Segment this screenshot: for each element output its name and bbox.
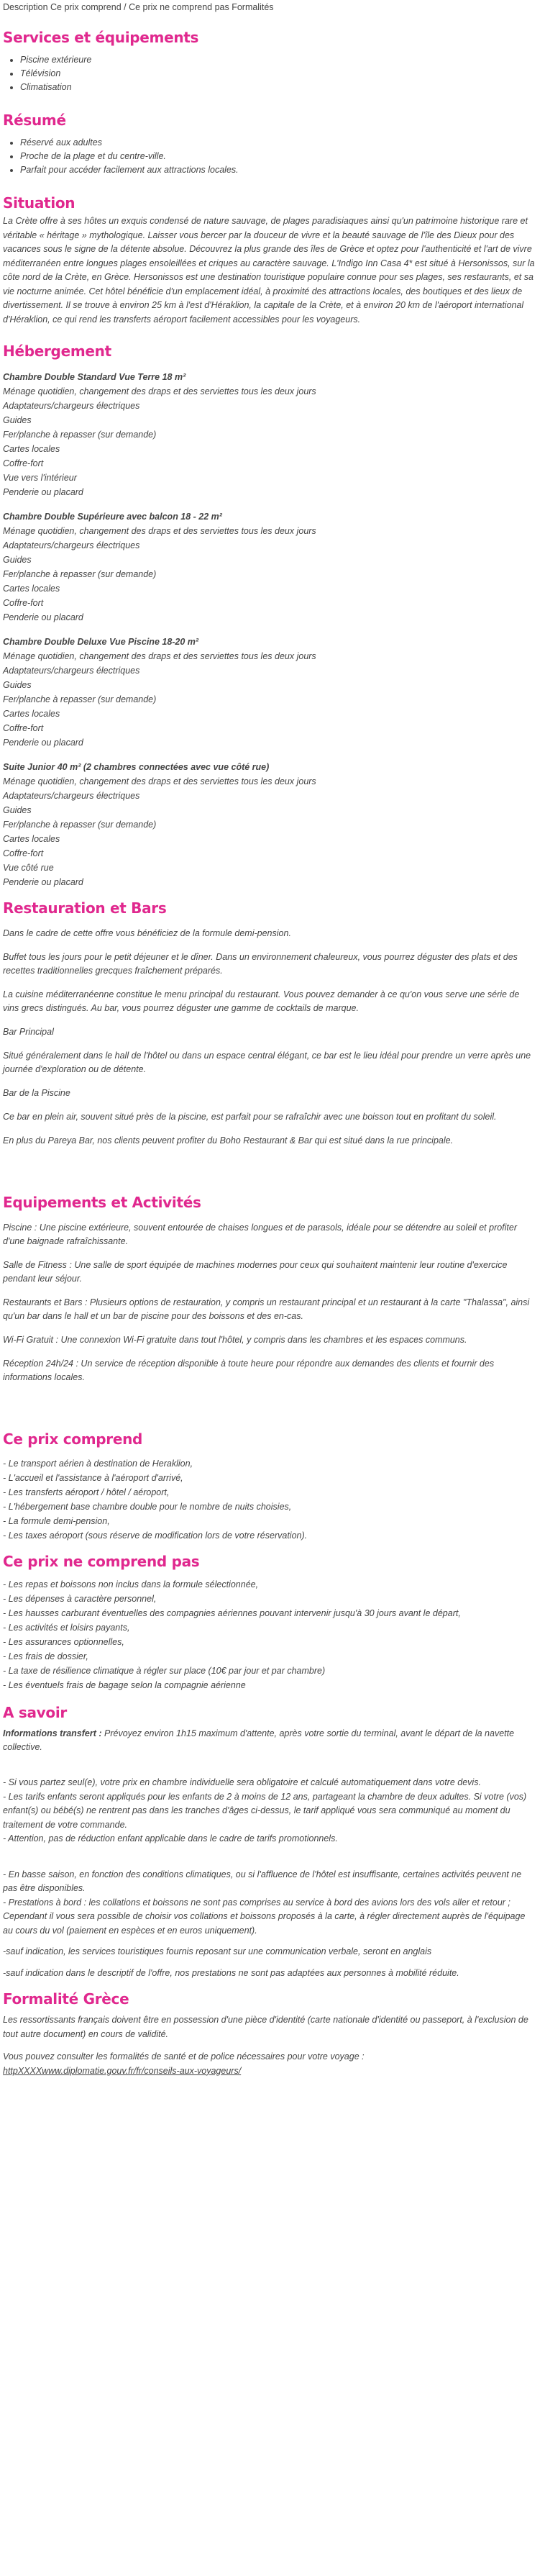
- room-title: Chambre Double Supérieure avec balcon 18 - 22 m²: [3, 512, 222, 522]
- restauration-paragraph: Ce bar en plein air, souvent situé près de la piscine, est parfait pour se rafraîchir avec une boisson tout en profitant du soleil.: [3, 1112, 497, 1122]
- resume-section: [3, 112, 536, 177]
- note-paragraph: -sauf indication dans le descriptif de l'offre, nos prestations ne sont pas adaptées aux personnes à mobilité réduite.: [3, 1967, 459, 1978]
- room-feature: Fer/planche à repasser (sur demande): [3, 430, 157, 440]
- room-feature: Coffre-fort: [3, 598, 44, 608]
- room-feature: Penderie ou placard: [3, 612, 83, 622]
- room-title: Chambre Double Deluxe Vue Piscine 18-20 m²: [3, 637, 199, 647]
- list-item: • Parfait pour accéder facilement aux attractions locales.: [20, 163, 536, 177]
- transfer-label: Informations transfert :: [3, 1728, 102, 1738]
- room-feature: Penderie ou placard: [3, 738, 83, 748]
- ne-comprend-list: [3, 1577, 536, 1692]
- list-item: - L'hébergement base chambre double pour le nombre de nuits choisies,: [3, 1502, 292, 1512]
- comprend-heading: Ce prix comprend: [3, 1430, 143, 1448]
- formalite-section: [3, 1990, 536, 2078]
- note-paragraph: - Prestations à bord : les collations et boissons ne sont pas comprises au service à bord des avions lors des vols aller et retour ; Cependant il vous sera possible de choisir vos collations et boissons proposés à la carte, à régler directement auprès de l'équipage au cours du vol (paiement en espèces et en euros uniquement).: [3, 1897, 526, 1936]
- list-item: - L'accueil et l'assistance à l'aéroport d'arrivé,: [3, 1473, 183, 1483]
- room-title: Chambre Double Standard Vue Terre 18 m²: [3, 372, 186, 382]
- room-feature: Coffre-fort: [3, 458, 44, 468]
- services-list: [3, 53, 536, 94]
- restauration-paragraph: En plus du Pareya Bar, nos clients peuvent profiter du Boho Restaurant & Bar qui est situé dans la rue principale.: [3, 1135, 454, 1146]
- ne-comprend-heading: Ce prix ne comprend pas: [3, 1553, 200, 1570]
- restauration-paragraph: Bar de la Piscine: [3, 1088, 70, 1098]
- room-suite-junior: [3, 760, 536, 889]
- situation-text: La Crète offre à ses hôtes un exquis condensé de nature sauvage, de plages paradisiaques ainsi qu'un patrimoine historique rare et véritable « héritage » mythologique. Laisser vous bercer par la douceur de vivre et la beauté sauvage de l'île des Dieux pour des vacances sous le signe de la détente absolue. Découvrez la plus grande des îles de Grèce et optez pour l'authenticité et l'art de vivre méditerranéen entre longues plages ensoleillées et criques au caractère sauvage. L'Indigo Inn Casa 4* est situé à Hersonissos, sur la côte nord de la Crète, en Grèce. Hersonissos est une destination touristique populaire connue pour ses plages, ses restaurants, et sa vie nocturne animée. Cet hôtel bénéficie d'un emplacement idéal, à proximité des attractions locales, des boutiques et des lieux de divertissement. Il se trouve à environ 25 km à l'est d'Héraklion, la capitale de la Crète, et à environ 20 km de l'aéroport international d'Héraklion, ce qui rend les transferts aéroport facilement accessibles pour les voyageurs.: [3, 216, 535, 325]
- transfer-info: [3, 1727, 536, 1754]
- room-feature: Ménage quotidien, changement des draps et des serviettes tous les deux jours: [3, 526, 316, 536]
- list-item: - Les taxes aéroport (sous réserve de modification lors de votre réservation).: [3, 1530, 308, 1541]
- room-feature: Penderie ou placard: [3, 487, 83, 497]
- room-feature: Cartes locales: [3, 709, 60, 719]
- room-feature: Coffre-fort: [3, 848, 44, 858]
- room-feature: Ménage quotidien, changement des draps et des serviettes tous les deux jours: [3, 776, 316, 786]
- equipements-paragraph: Wi-Fi Gratuit : Une connexion Wi-Fi gratuite dans tout l'hôtel, y compris dans les chambres et les espaces communs.: [3, 1335, 467, 1345]
- restauration-paragraph: Dans le cadre de cette offre vous bénéficiez de la formule demi-pension.: [3, 928, 291, 938]
- equipements-heading: Equipements et Activités: [3, 1194, 201, 1211]
- room-feature: Fer/planche à repasser (sur demande): [3, 694, 157, 704]
- room-feature: Vue côté rue: [3, 863, 54, 873]
- list-item: • Climatisation: [20, 81, 536, 94]
- equipements-paragraph: Restaurants et Bars : Plusieurs options de restauration, y compris un restaurant principal et un restaurant à la carte "Thalassa", ainsi qu'un bar dans le hall et un bar de piscine pour des boissons et des en-cas.: [3, 1297, 530, 1321]
- list-item: - Les activités et loisirs payants,: [3, 1623, 130, 1633]
- services-heading: Services et équipements: [3, 29, 199, 46]
- room-feature: Adaptateurs/chargeurs électriques: [3, 540, 140, 550]
- transfer-text: Prévoyez environ 1h15 maximum d'attente, après votre sortie du terminal, avant le départ de la navette collective.: [3, 1728, 515, 1752]
- room-feature: Penderie ou placard: [3, 877, 83, 887]
- note-paragraph: - Si vous partez seul(e), votre prix en chambre individuelle sera obligatoire et calculé automatiquement dans votre devis.: [3, 1777, 481, 1787]
- page-content: [3, 1, 536, 2078]
- room-deluxe: [3, 635, 536, 750]
- list-item: • Réservé aux adultes: [20, 136, 536, 150]
- restauration-paragraph: Bar Principal: [3, 1027, 54, 1037]
- spacer: [3, 1394, 536, 1428]
- list-item: - La formule demi-pension,: [3, 1516, 110, 1526]
- list-item: • Piscine extérieure: [20, 53, 536, 67]
- comprend-section: [3, 1430, 536, 1543]
- equipements-paragraph: Salle de Fitness : Une salle de sport équipée de machines modernes pour ceux qui souhaitent maintenir leur routine d'exercice pendant leur séjour.: [3, 1260, 508, 1284]
- equipements-paragraph: Piscine : Une piscine extérieure, souvent entourée de chaises longues et de parasols, idéale pour se détendre au soleil et profiter d'une baignade rafraîchissante.: [3, 1223, 518, 1246]
- room-feature: Cartes locales: [3, 584, 60, 594]
- equipements-section: [3, 1194, 536, 1384]
- list-item: - Les éventuels frais de bagage selon la compagnie aérienne: [3, 1680, 246, 1690]
- list-item: - Les dépenses à caractère personnel,: [3, 1594, 157, 1604]
- equipements-paragraph: Réception 24h/24 : Un service de réception disponible à toute heure pour répondre aux demandes des clients et fournir des informations locales.: [3, 1359, 495, 1382]
- note-paragraph: -sauf indication, les services touristiques fournis reposant sur une communication verbale, seront en anglais: [3, 1946, 432, 1956]
- comprend-list: [3, 1456, 536, 1543]
- room-standard: [3, 370, 536, 499]
- room-feature: Vue vers l'intérieur: [3, 473, 77, 483]
- services-section: [3, 29, 536, 94]
- situation-section: [3, 194, 536, 327]
- room-feature: Cartes locales: [3, 834, 60, 844]
- room-feature: Fer/planche à repasser (sur demande): [3, 820, 157, 830]
- formalite-link-line: [3, 2064, 536, 2079]
- list-item: - Les transferts aéroport / hôtel / aéroport,: [3, 1487, 170, 1497]
- resume-list: [3, 136, 536, 177]
- situation-heading: Situation: [3, 194, 75, 212]
- restauration-heading: Restauration et Bars: [3, 899, 167, 917]
- formalite-paragraph: Vous pouvez consulter les formalités de santé et de police nécessaires pour votre voyage :: [3, 2051, 365, 2062]
- hebergement-heading: Hébergement: [3, 343, 111, 360]
- list-item: - Les assurances optionnelles,: [3, 1637, 124, 1647]
- room-feature: Ménage quotidien, changement des draps et des serviettes tous les deux jours: [3, 651, 316, 661]
- list-item: - Les frais de dossier,: [3, 1651, 88, 1661]
- intro-tabs-text: Description Ce prix comprend / Ce prix ne comprend pas Formalités: [3, 2, 274, 12]
- list-item: • Proche de la plage et du centre-ville.: [20, 150, 536, 163]
- spacer: [3, 1158, 536, 1191]
- formalite-heading: Formalité Grèce: [3, 1990, 129, 2008]
- room-feature: Ménage quotidien, changement des draps et des serviettes tous les deux jours: [3, 386, 316, 396]
- hebergement-section: [3, 343, 536, 889]
- list-item: - Les repas et boissons non inclus dans la formule sélectionnée,: [3, 1579, 259, 1589]
- room-feature: Adaptateurs/chargeurs électriques: [3, 791, 140, 801]
- room-feature: Guides: [3, 680, 32, 690]
- room-feature: Coffre-fort: [3, 723, 44, 733]
- restauration-paragraph: Buffet tous les jours pour le petit déjeuner et le dîner. Dans un environnement chaleureux, vous pourrez déguster des plats et des recettes traditionnelles grecques fraîchement préparés.: [3, 952, 518, 976]
- resume-heading: Résumé: [3, 112, 66, 129]
- list-item: - Les hausses carburant éventuelles des compagnies aériennes pouvant intervenir jusqu'à 30 jours avant le départ,: [3, 1608, 461, 1618]
- room-feature: Adaptateurs/chargeurs électriques: [3, 666, 140, 676]
- note-paragraph: - Les tarifs enfants seront appliqués pour les enfants de 2 à moins de 12 ans, partageant la chambre de deux adultes. Si votre (vos) enfant(s) ou bébé(s) ne rentrent pas dans les tranches d'âges ci-dessus, le tarif appliqué vous sera communiqué au moment du traitement de votre commande.: [3, 1791, 527, 1830]
- restauration-section: [3, 899, 536, 1148]
- a-savoir-heading: A savoir: [3, 1704, 67, 1721]
- restauration-paragraph: Situé généralement dans le hall de l'hôtel ou dans un espace central élégant, ce bar est le lieu idéal pour prendre un verre après une journée d'exploration ou de détente.: [3, 1051, 531, 1074]
- room-feature: Guides: [3, 805, 32, 815]
- room-feature: Guides: [3, 415, 32, 425]
- a-savoir-section: [3, 1704, 536, 1980]
- restauration-paragraph: La cuisine méditerranéenne constitue le menu principal du restaurant. Vous pouvez demander à ce qu'on vous serve une série de vins grecs distingués. Au bar, vous pourrez déguster une gamme de cocktails de marque.: [3, 989, 520, 1013]
- list-item: - La taxe de résilience climatique à régler sur place (10€ par jour et par chambre): [3, 1666, 326, 1676]
- diplomatie-link[interactable]: httpXXXXwww.diplomatie.gouv.fr/fr/conseils-aux-voyageurs/: [3, 2065, 242, 2076]
- room-feature: Guides: [3, 555, 32, 565]
- room-feature: Adaptateurs/chargeurs électriques: [3, 401, 140, 411]
- note-paragraph: - En basse saison, en fonction des conditions climatiques, ou si l'affluence de l'hôtel est insuffisante, certaines activités peuvent ne pas être disponibles.: [3, 1869, 522, 1893]
- list-item: • Télévision: [20, 67, 536, 81]
- room-feature: Fer/planche à repasser (sur demande): [3, 569, 157, 579]
- room-title: Suite Junior 40 m² (2 chambres connectées avec vue côté rue): [3, 762, 270, 772]
- formalite-paragraph: Les ressortissants français doivent être en possession d'une pièce d'identité (carte nationale d'identité ou passeport, à l'exclusion de tout autre document) en cours de validité.: [3, 2015, 528, 2039]
- ne-comprend-section: [3, 1553, 536, 1692]
- room-superieure: [3, 509, 536, 625]
- room-feature: Cartes locales: [3, 444, 60, 454]
- list-item: - Le transport aérien à destination de Heraklion,: [3, 1459, 193, 1469]
- note-paragraph: - Attention, pas de réduction enfant applicable dans le cadre de tarifs promotionnels.: [3, 1833, 338, 1843]
